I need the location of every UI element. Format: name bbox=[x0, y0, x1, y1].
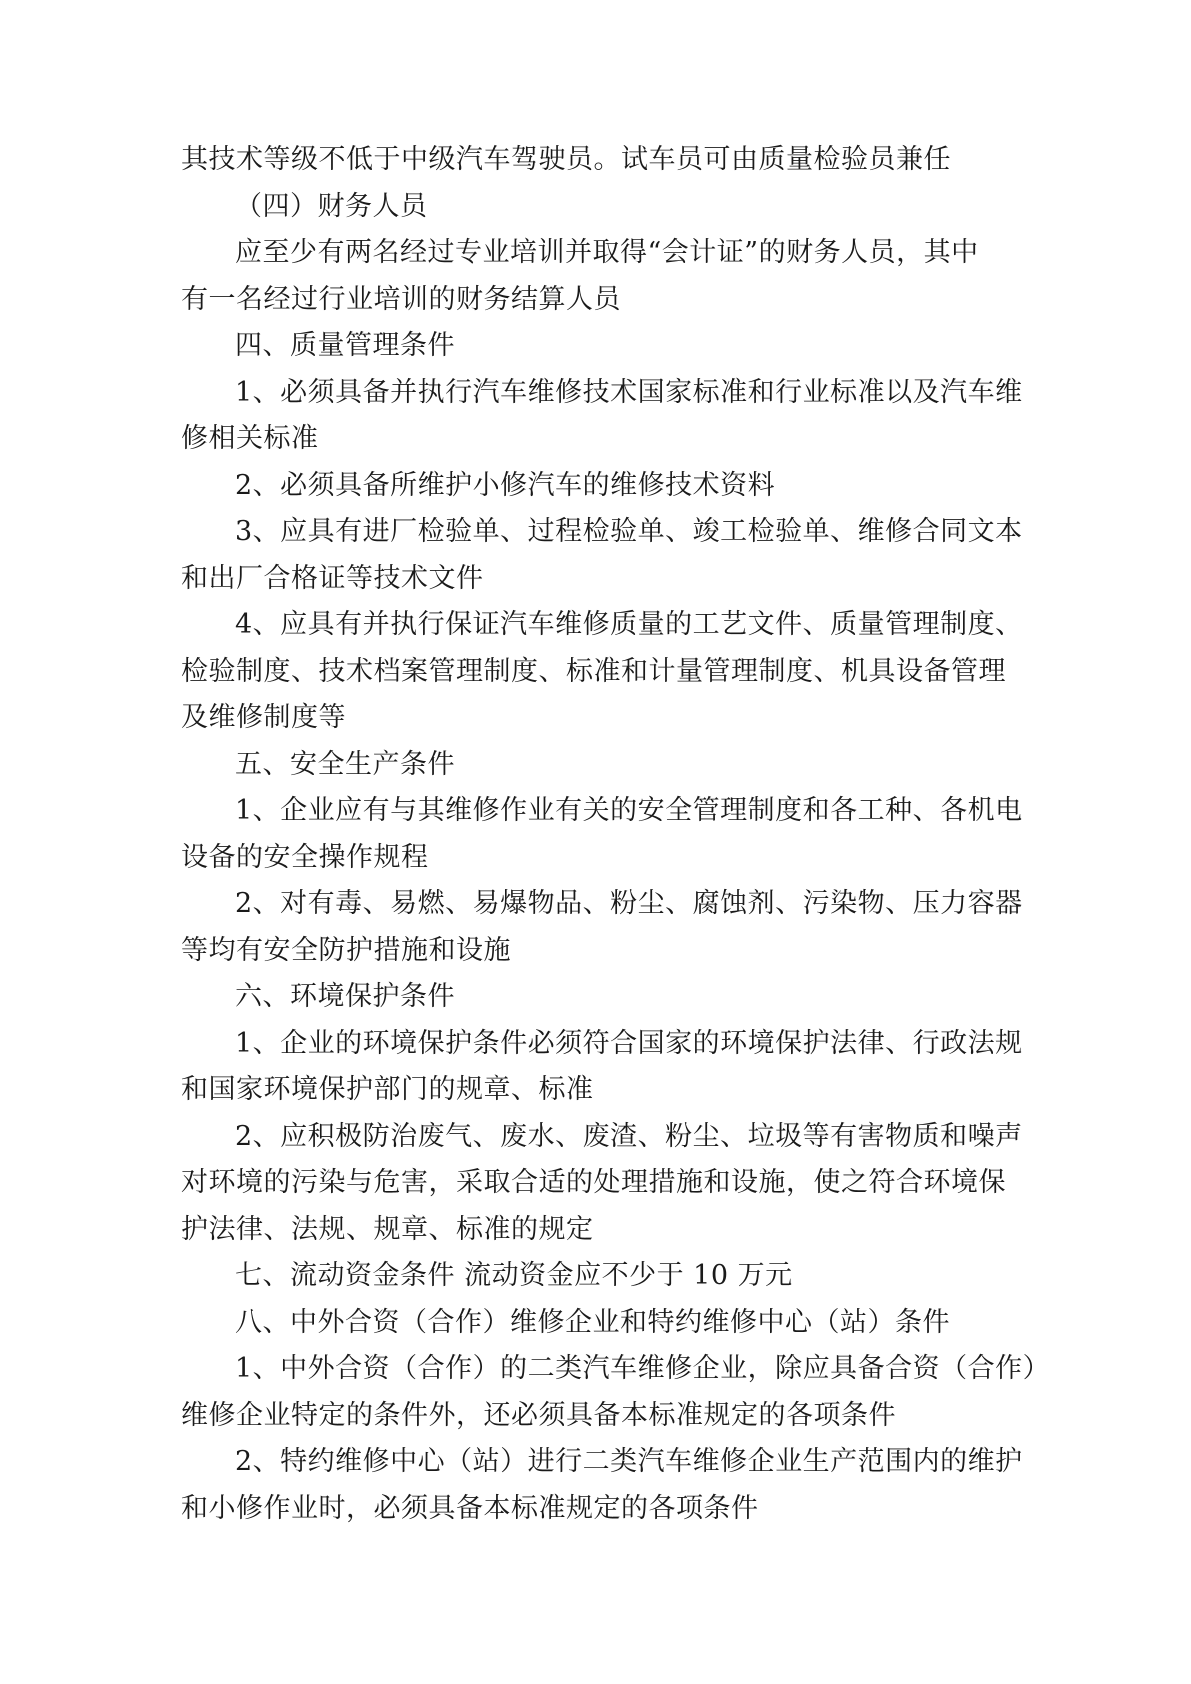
text-line: 1、中外合资（合作）的二类汽车维修企业，除应具备合资（合作） bbox=[235, 1353, 1051, 1384]
text-line: 有一名经过行业培训的财务结算人员 bbox=[181, 283, 621, 315]
section-heading bbox=[181, 1300, 1021, 1347]
paragraph bbox=[181, 881, 1021, 974]
text-line: 设备的安全操作规程 bbox=[181, 841, 429, 873]
text-line: 和小修作业时，必须具备本标准规定的各项条件 bbox=[181, 1492, 759, 1524]
paragraph bbox=[181, 509, 1021, 602]
text-line: 对环境的污染与危害，采取合适的处理措施和设施，使之符合环境保 bbox=[181, 1167, 1006, 1198]
document-body bbox=[181, 137, 1051, 1532]
text-line: 1、必须具备并执行汽车维修技术国家标准和行业标准以及汽车维 bbox=[235, 376, 1023, 408]
text-line: 1、企业应有与其维修作业有关的安全管理制度和各工种、各机电 bbox=[235, 795, 1023, 826]
text-line: 2、必须具备所维护小修汽车的维修技术资料 bbox=[235, 469, 776, 501]
text-line: 等均有安全防护措施和设施 bbox=[181, 934, 511, 966]
text-line: 4、应具有并执行保证汽车维修质量的工艺文件、质量管理制度、 bbox=[235, 609, 1023, 640]
section-heading bbox=[181, 742, 1021, 789]
section-heading bbox=[181, 323, 1021, 370]
text-line: 护法律、法规、规章、标准的规定 bbox=[181, 1213, 594, 1245]
paragraph bbox=[181, 602, 1021, 742]
text-line: （四）财务人员 bbox=[235, 190, 428, 222]
text-line: 检验制度、技术档案管理制度、标准和计量管理制度、机具设备管理 bbox=[181, 655, 1006, 687]
paragraph bbox=[181, 463, 1021, 510]
text-line: 应至少有两名经过专业培训并取得“会计证”的财务人员，其中 bbox=[235, 237, 979, 268]
text-line: 和出厂合格证等技术文件 bbox=[181, 562, 484, 594]
text-line: 3、应具有进厂检验单、过程检验单、竣工检验单、维修合同文本 bbox=[235, 516, 1023, 547]
paragraph bbox=[181, 137, 1021, 184]
paragraph bbox=[181, 1114, 1021, 1254]
paragraph bbox=[181, 788, 1021, 881]
paragraph bbox=[181, 1439, 1021, 1532]
text-line: 1、企业的环境保护条件必须符合国家的环境保护法律、行政法规 bbox=[235, 1027, 1023, 1059]
text-line: 八、中外合资（合作）维修企业和特约维修中心（站）条件 bbox=[235, 1306, 950, 1338]
paragraph bbox=[181, 370, 1021, 463]
paragraph bbox=[181, 1021, 1021, 1114]
paragraph bbox=[181, 230, 1021, 323]
text-line: 七、流动资金条件 流动资金应不少于 10 万元 bbox=[235, 1260, 793, 1291]
text-line: 2、特约维修中心（站）进行二类汽车维修企业生产范围内的维护 bbox=[235, 1446, 1023, 1477]
text-line: 四、质量管理条件 bbox=[235, 330, 455, 361]
paragraph bbox=[181, 1346, 1051, 1439]
section-heading bbox=[181, 1253, 1021, 1300]
text-line: 六、环境保护条件 bbox=[235, 981, 455, 1012]
text-line: 修相关标准 bbox=[181, 423, 319, 454]
text-line: 2、对有毒、易燃、易爆物品、粉尘、腐蚀剂、污染物、压力容器 bbox=[235, 888, 1023, 919]
text-line: 和国家环境保护部门的规章、标准 bbox=[181, 1074, 594, 1105]
text-line: 及维修制度等 bbox=[181, 702, 346, 733]
text-line: 五、安全生产条件 bbox=[235, 748, 455, 780]
section-heading bbox=[181, 184, 1021, 231]
text-line: 2、应积极防治废气、废水、废渣、粉尘、垃圾等有害物质和噪声 bbox=[235, 1120, 1023, 1152]
section-heading bbox=[181, 974, 1021, 1021]
text-line: 其技术等级不低于中级汽车驾驶员。试车员可由质量检验员兼任 bbox=[181, 144, 951, 175]
text-line: 维修企业特定的条件外，还必须具备本标准规定的各项条件 bbox=[181, 1399, 896, 1431]
